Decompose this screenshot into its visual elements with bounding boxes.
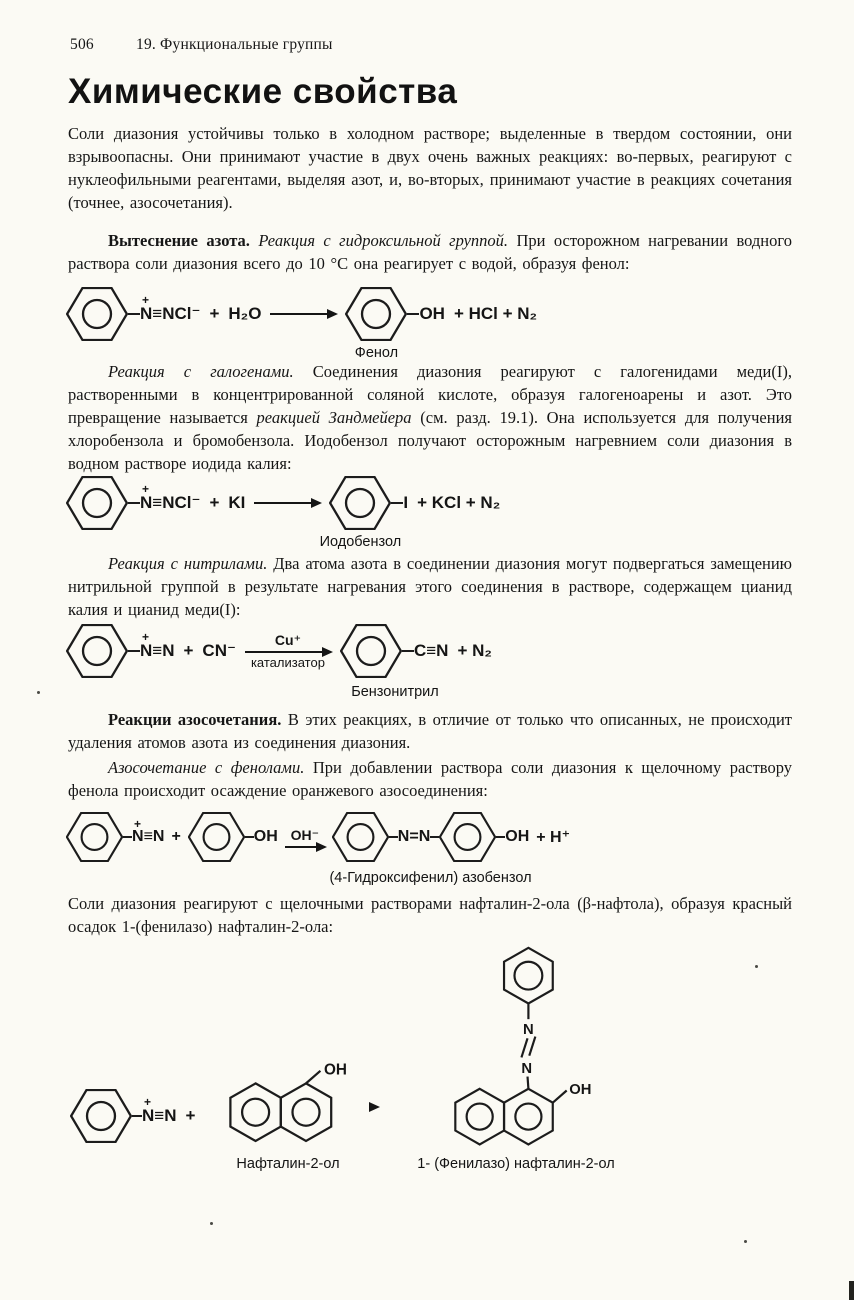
hydroxyl-group: OH	[569, 1081, 592, 1098]
benzene-ring	[70, 1089, 132, 1143]
hydroxyl-group: OH	[419, 304, 445, 323]
structure-label-iodobenzene: Иодобензол	[319, 534, 402, 550]
paragraph-text: В этих реакциях, в отличие от только что описанных, не происходит удаления атомов азота из соединения диазония.	[68, 710, 792, 752]
nitrogen-atom: N	[132, 828, 144, 845]
nitrogen-atom: N	[140, 493, 153, 512]
benzene-ring	[340, 624, 402, 678]
plus-operator: +	[185, 1106, 196, 1125]
benzene-ring	[66, 476, 128, 530]
paragraph-text: При осторожном нагревании водного раствора соли диазония всего до 10 °C она реагирует с водой, образуя фенол:	[68, 231, 792, 273]
byproducts: + HCl + N₂	[453, 304, 538, 323]
phenylazo-naphthol-structure	[424, 946, 598, 1148]
phenol-structure	[188, 812, 278, 862]
single-bond	[128, 313, 140, 315]
reaction-arrow	[270, 313, 336, 315]
paragraph-nitriles	[68, 552, 792, 621]
label-naphthol: Нафталин-2-ол	[236, 1156, 340, 1172]
single-bond	[496, 836, 505, 838]
benzene-ring	[66, 624, 128, 678]
equation-azobenzene	[66, 812, 571, 886]
iodobenzene-structure	[319, 476, 409, 550]
plus-charge: +	[142, 293, 150, 307]
paragraph-nitrogen-displacement	[68, 229, 792, 275]
catalyzed-arrow	[245, 632, 331, 670]
paragraph-text: Соли диазония реагируют с щелочными растворами нафталин-2-ола (β-нафтола), образуя красный осадок 1-(фенилазо) нафталин-2-ола:	[68, 894, 792, 936]
plus-operator: +	[209, 493, 220, 512]
diazonium-group	[140, 293, 201, 324]
nitrogen-atom: N	[140, 304, 153, 323]
hydroxyl-group: OH	[324, 1061, 347, 1079]
benzenediazonium-structure	[66, 287, 200, 341]
benzene-ring	[332, 812, 389, 862]
paragraph-halogens	[68, 360, 792, 475]
plus-charge: +	[142, 630, 150, 644]
azo-product-structure	[329, 812, 532, 886]
scan-edge-mark	[849, 1281, 854, 1300]
subsection-lead-italic: Реакция с нитрилами.	[108, 554, 268, 573]
structure-label-phenol: Фенол	[354, 345, 399, 361]
equation-benzonitrile	[66, 624, 492, 700]
byproducts: + H⁺	[536, 829, 571, 846]
diazonium-group	[140, 630, 175, 661]
single-bond	[430, 836, 439, 838]
hydroxyl-group: OH	[253, 828, 278, 845]
reagent-cyanide: CN⁻	[202, 641, 236, 660]
diazonium-rest: ≡NCl⁻	[152, 304, 201, 323]
scan-artifact-dot	[744, 1240, 747, 1243]
subsection-lead-italic: Реакция с гидроксильной группой.	[258, 231, 509, 250]
nitrile-group: C≡N	[413, 641, 449, 660]
equation-iodobenzene	[66, 476, 501, 550]
plus-operator: +	[183, 641, 194, 660]
benzenediazonium-structure	[66, 476, 200, 530]
single-bond	[128, 502, 140, 504]
diazonium-group	[142, 1095, 177, 1126]
hydroxyl-group: OH	[505, 828, 530, 845]
page-title: Химические свойства	[68, 72, 458, 111]
diazonium-rest: ≡N	[154, 1106, 177, 1125]
paragraph-text: Соединения диазония реагируют с галогенидами меди(I), растворенными в концентрированной соляной кислоте, образуя галогеноарены и азот. Это превращение называется	[68, 362, 792, 427]
diazonium-rest: ≡N	[152, 641, 175, 660]
running-head: 19. Функциональные группы	[136, 36, 333, 53]
single-bond	[128, 650, 140, 652]
section-lead-bold: Вытеснение азота.	[108, 231, 250, 250]
arrow-hydroxide-label: OH⁻	[290, 826, 319, 843]
equation-phenol	[66, 287, 538, 361]
scan-artifact-dot	[755, 965, 758, 968]
paragraph-text: Два атома азота в соединении диазония могут подвергаться замещению нитрильной группой в результате нагревания этого соединения в растворе, содержащем цианид калия и цианид меди(I):	[68, 554, 793, 619]
single-bond	[245, 836, 254, 838]
paragraph-azo-coupling	[68, 708, 792, 754]
benzenediazonium-structure	[66, 624, 174, 678]
benzene-ring	[188, 812, 245, 862]
scan-artifact-dot	[210, 1222, 213, 1225]
benzene-ring	[329, 476, 391, 530]
plus-operator: +	[171, 828, 181, 845]
structure-label-benzonitrile: Бензонитрил	[351, 684, 439, 700]
single-bond	[407, 313, 419, 315]
paragraph-text: При добавлении раствора соли диазония к щелочному раствору фенола происходит осаждение оранжевого азосоединения:	[68, 758, 793, 800]
reaction-arrow	[285, 846, 325, 848]
azo-nitrogen-2: N	[521, 1061, 533, 1078]
page-number: 506	[70, 36, 94, 53]
paragraph-naphthol	[68, 892, 792, 938]
byproducts: + KCl + N₂	[417, 493, 501, 512]
scan-artifact-dot	[37, 691, 40, 694]
benzene-ring	[66, 287, 128, 341]
label-phenylazo-naphthol: 1- (Фенилазо) нафталин-2-ол	[417, 1156, 615, 1172]
azo-group: N=N	[397, 828, 431, 845]
nitrogen-atom: N	[140, 641, 153, 660]
benzene-ring	[345, 287, 407, 341]
diazonium-rest: ≡N	[143, 828, 165, 845]
single-bond	[123, 836, 132, 838]
single-bond	[389, 836, 398, 838]
plus-charge: +	[142, 482, 150, 496]
reaction-arrow	[254, 502, 320, 504]
benzenediazonium-structure	[66, 812, 164, 862]
paragraph-text: (см. разд. 19.1). Она используется для получения хлоробензола и бромобензола. Иодобензол получают осторожным нагревнием соли диазония в водном растворе иодида калия:	[68, 408, 792, 473]
reaction-arrow	[245, 651, 331, 653]
plus-charge: +	[144, 1095, 152, 1109]
phenol-structure	[345, 287, 445, 361]
reagent-ki: KI	[228, 493, 246, 512]
single-bond	[402, 650, 414, 652]
scheme-diazonium-reactant	[70, 1089, 195, 1143]
benzene-ring	[66, 812, 123, 862]
subsection-lead-italic: Реакция с галогенами.	[108, 362, 294, 381]
diazonium-rest: ≡NCl⁻	[152, 493, 201, 512]
diazonium-group	[140, 482, 201, 513]
reagent-water: H₂O	[228, 304, 262, 323]
plus-operator: +	[209, 304, 220, 323]
benzene-ring	[439, 812, 496, 862]
plus-charge: +	[134, 817, 142, 831]
arrow-catalyst-label: Cu⁺	[274, 632, 301, 648]
paragraph-coupling-phenols	[68, 756, 792, 802]
section-lead-bold: Реакции азосочетания.	[108, 710, 282, 729]
single-bond	[132, 1115, 142, 1117]
nitrogen-atom: N	[142, 1106, 155, 1125]
byproducts: + N₂	[457, 641, 492, 660]
azo-nitrogen-1: N	[523, 1021, 534, 1038]
iodo-substituent: I	[403, 493, 409, 512]
diazonium-group	[132, 817, 165, 846]
base-arrow	[285, 827, 325, 848]
benzenediazonium-structure	[70, 1089, 176, 1143]
arrow-caption: катализатор	[250, 655, 325, 670]
structure-label-azobenzene: (4-Гидроксифенил) азобензол	[329, 870, 532, 886]
paragraph-intro	[68, 122, 792, 214]
subsection-lead-italic: Азосочетание с фенолами.	[108, 758, 305, 777]
benzonitrile-structure	[340, 624, 449, 700]
paragraph-intro-text: Соли диазония устойчивы только в холодном растворе; выделенные в твердом состоянии, они взрывоопасны. Они принимают участие в двух очень важных реакциях: во-первых, реагируют с нуклеофильными реагентами, выделяя азот, и, во-вторых, принимают участие в реакциях сочетания (точнее, азосочетания).	[68, 124, 792, 212]
single-bond	[391, 502, 403, 504]
naphthol-structure	[198, 1060, 378, 1150]
sandmeyer-italic: реакцией Зандмейера	[256, 408, 412, 427]
